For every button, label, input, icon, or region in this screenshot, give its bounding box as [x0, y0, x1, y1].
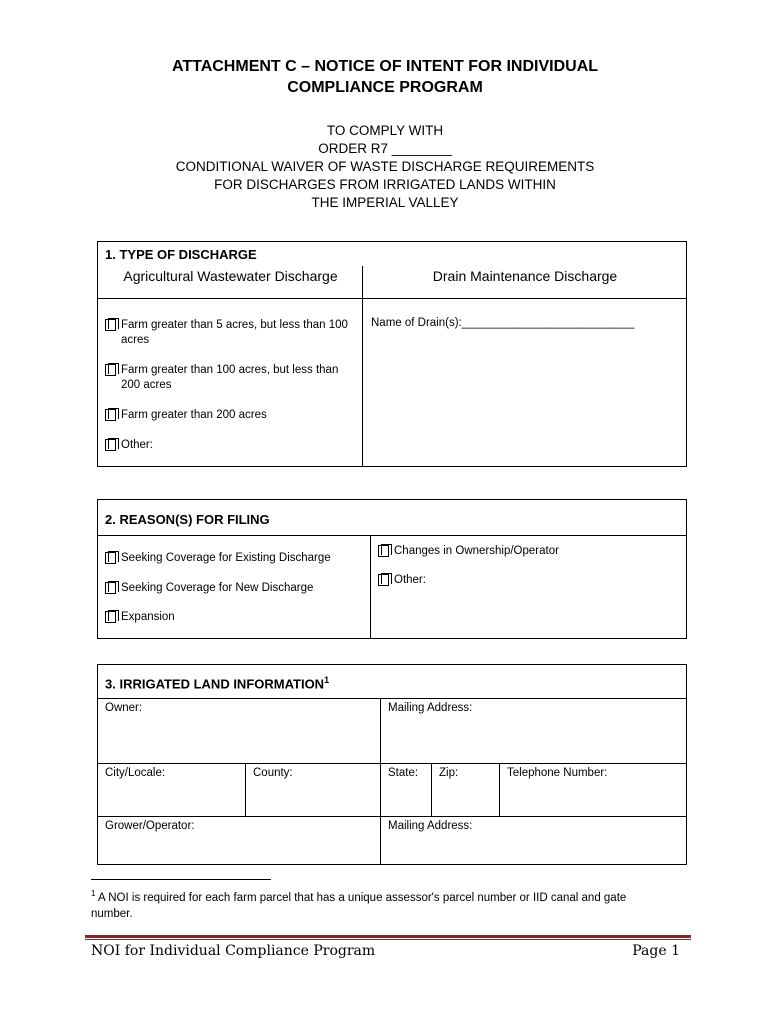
option-farm-200[interactable]: [105, 408, 355, 423]
drain-name-field[interactable]: Name of Drain(s):___________________________: [371, 317, 635, 329]
option-label: Other:: [394, 574, 426, 586]
county-field[interactable]: County:: [253, 767, 293, 779]
checkbox-icon[interactable]: [105, 438, 119, 450]
footer-rule: [85, 935, 691, 938]
agricultural-wastewater-header: Agricultural Wastewater Discharge: [123, 268, 338, 284]
section2-header: 2. REASON(S) FOR FILING: [105, 512, 270, 527]
checkbox-icon[interactable]: [105, 408, 119, 420]
section3-header-text: 3. IRRIGATED LAND INFORMATION: [105, 676, 325, 692]
footnote-text: A NOI is required for each farm parcel that has a unique assessor's parcel number or IID canal and gate: [95, 891, 627, 904]
title-line-1: ATTACHMENT C – NOTICE OF INTENT FOR INDIVIDUAL: [171, 58, 599, 75]
option-new-discharge[interactable]: [105, 581, 313, 596]
footnote-marker: 1: [91, 889, 96, 898]
option-ownership-change[interactable]: [378, 544, 559, 559]
option-farm-100-200[interactable]: [105, 363, 355, 393]
section-type-of-discharge: [97, 241, 687, 467]
option-expansion[interactable]: [105, 610, 175, 625]
option-label: Farm greater than 200 acres: [121, 409, 267, 421]
owner-field[interactable]: Owner:: [105, 702, 143, 714]
subtitle-line-4: FOR DISCHARGES FROM IRRIGATED LANDS WITHIN: [214, 177, 556, 192]
checkbox-icon[interactable]: [105, 551, 119, 563]
mailing-address-field[interactable]: Mailing Address:: [388, 702, 473, 714]
option-label: Changes in Ownership/Operator: [394, 545, 559, 557]
checkbox-icon[interactable]: [105, 581, 119, 593]
section1-header: 1. TYPE OF DISCHARGE: [105, 247, 257, 262]
drain-maintenance-header: Drain Maintenance Discharge: [432, 268, 618, 284]
state-field[interactable]: State:: [388, 767, 419, 779]
checkbox-icon[interactable]: [105, 363, 119, 375]
checkbox-icon[interactable]: [378, 573, 392, 585]
telephone-field[interactable]: Telephone Number:: [507, 767, 608, 779]
title-line-2: COMPLIANCE PROGRAM: [287, 79, 483, 96]
subtitle-line-1: TO COMPLY WITH: [326, 123, 444, 138]
city-field[interactable]: City/Locale:: [105, 767, 166, 779]
footnote-ref: 1: [324, 675, 330, 685]
footnote-rule: [91, 879, 271, 880]
subtitle: [0, 122, 770, 212]
checkbox-icon[interactable]: [105, 610, 119, 622]
zip-field[interactable]: Zip:: [439, 767, 459, 779]
subtitle-line-5: THE IMPERIAL VALLEY: [311, 195, 459, 210]
subtitle-line-3: CONDITIONAL WAIVER OF WASTE DISCHARGE REQUIREMENTS: [175, 159, 595, 174]
option-label: Farm greater than 5 acres, but less than 100 acres: [121, 319, 348, 346]
grower-operator-field[interactable]: Grower/Operator:: [105, 820, 195, 832]
option-other-reason[interactable]: [378, 573, 426, 588]
section3-header: [105, 675, 329, 691]
footnote: [91, 886, 691, 922]
page-title: [0, 56, 770, 98]
option-other[interactable]: [105, 438, 355, 453]
option-farm-5-100[interactable]: [105, 318, 355, 348]
checkbox-icon[interactable]: [105, 318, 119, 330]
option-label: Farm greater than 100 acres, but less than 200 acres: [121, 364, 339, 391]
page-number: Page 1: [632, 943, 680, 959]
subtitle-line-2: ORDER R7 ________: [318, 141, 452, 156]
grower-mailing-address-field[interactable]: Mailing Address:: [388, 820, 473, 832]
option-label: Seeking Coverage for New Discharge: [121, 582, 314, 594]
section-reasons-for-filing: [97, 499, 687, 639]
footer-title: NOI for Individual Compliance Program: [91, 943, 376, 959]
option-label: Expansion: [121, 611, 175, 623]
option-existing-discharge[interactable]: [105, 551, 331, 566]
option-label: Other:: [121, 439, 153, 451]
option-label: Seeking Coverage for Existing Discharge: [121, 552, 331, 564]
section-irrigated-land-information: [97, 664, 687, 865]
footnote-text-2: number.: [91, 907, 133, 920]
footer-rule-thin: [85, 939, 691, 940]
checkbox-icon[interactable]: [378, 544, 392, 556]
